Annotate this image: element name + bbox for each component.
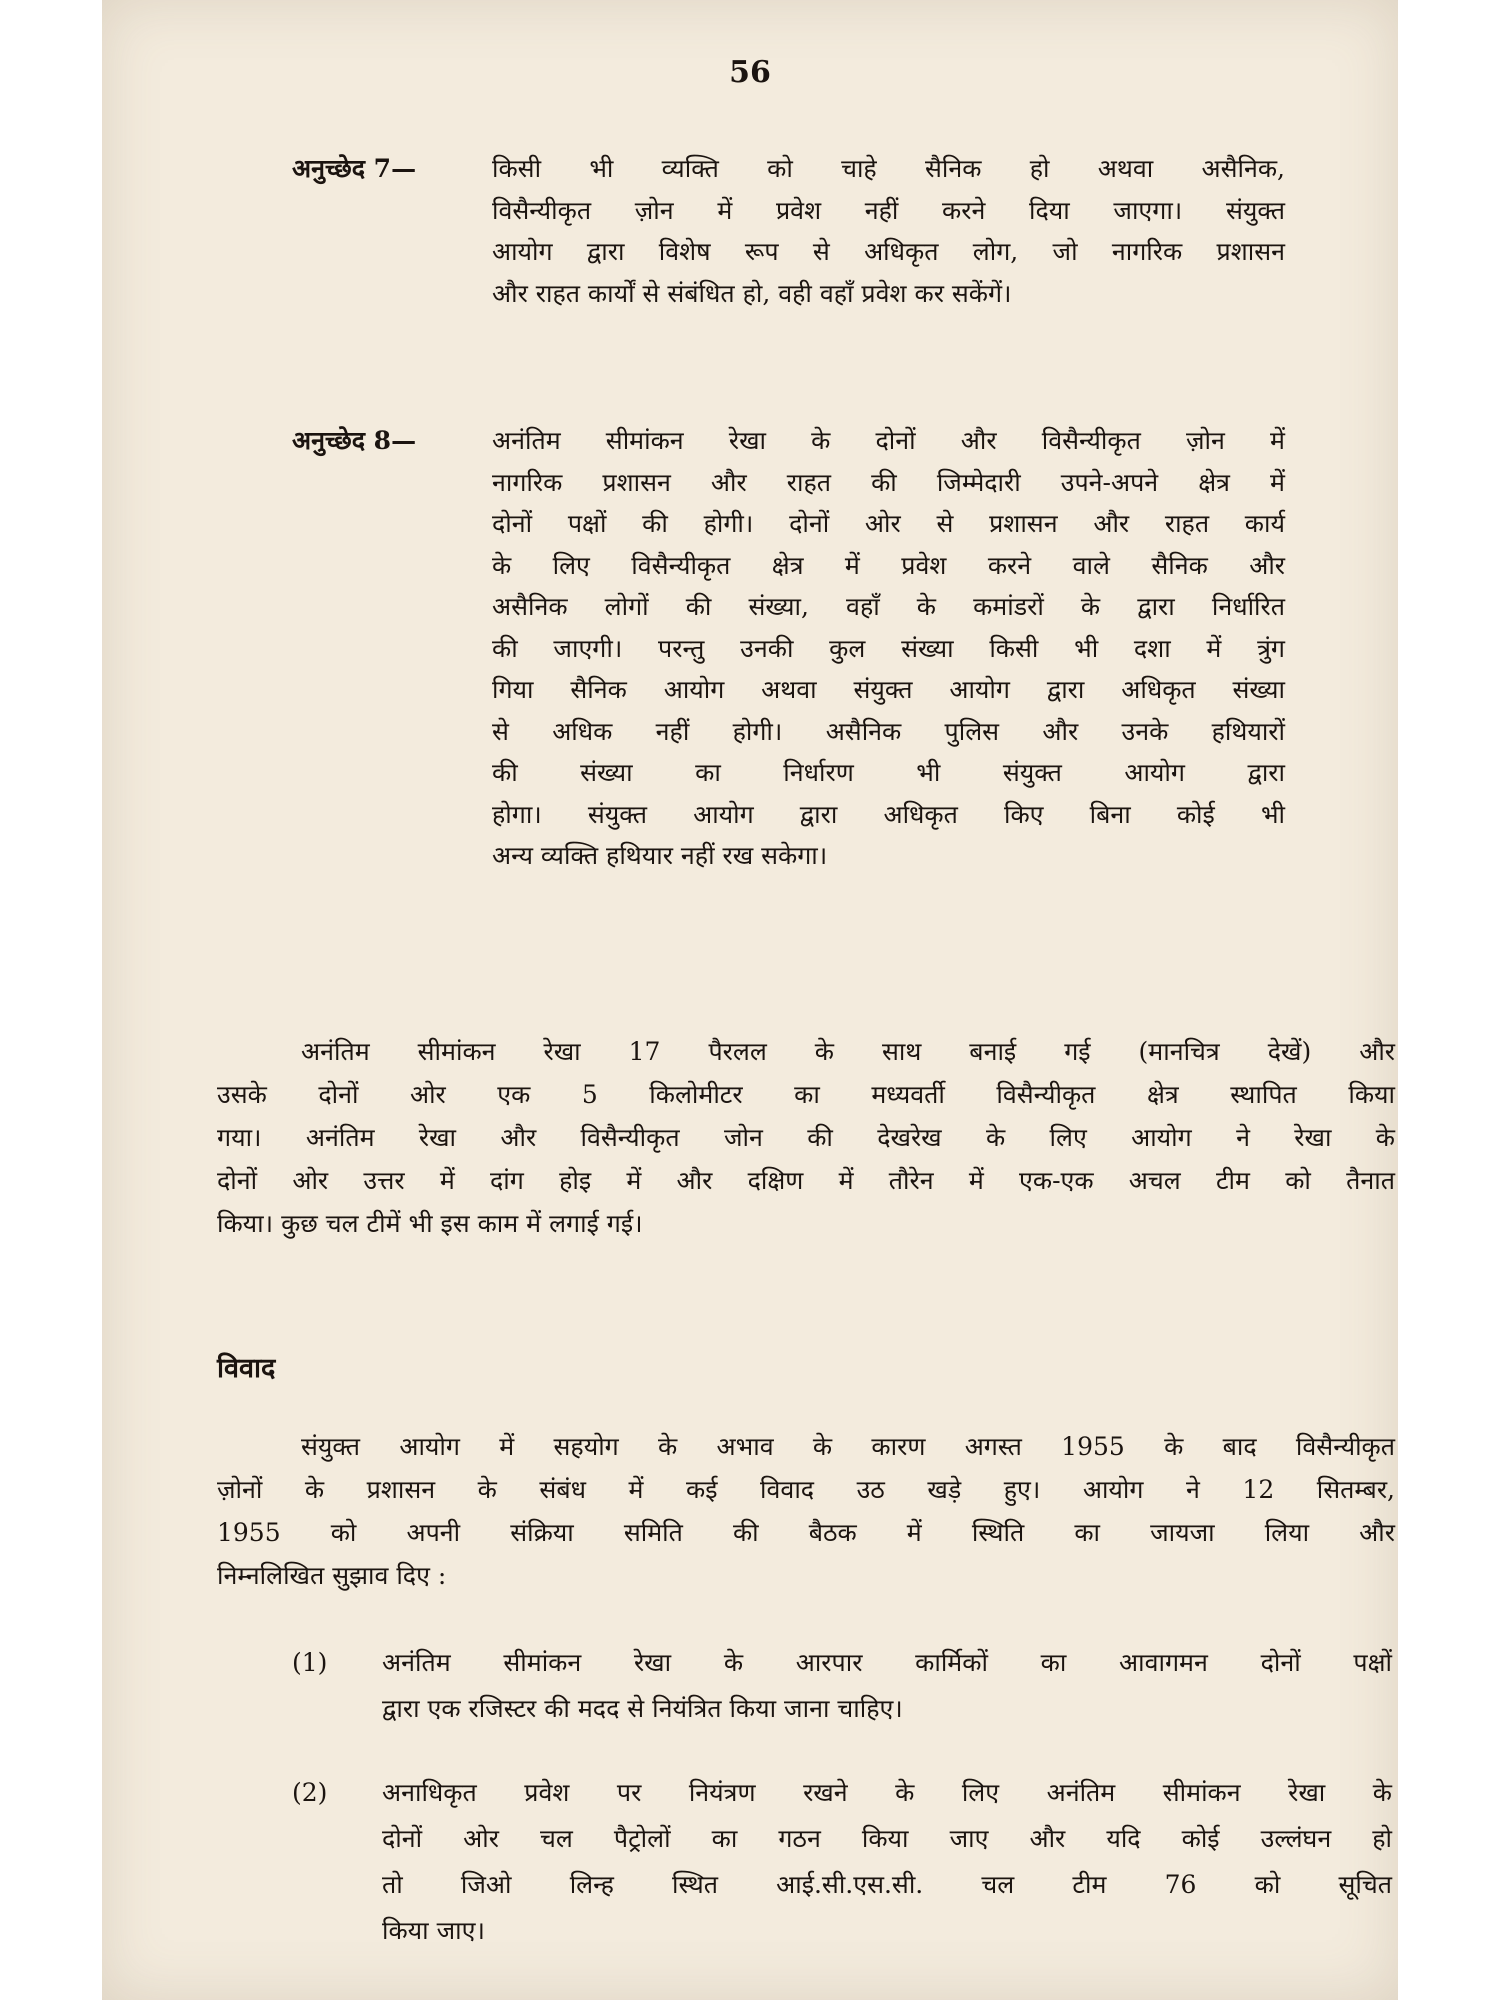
text-line: नागरिक प्रशासन और राहत की जिम्मेदारी उपने-अपने क्षेत्र में [492,467,1285,497]
text-line: संयुक्त आयोग में सहयोग के अभाव के कारण अगस्त 1955 के बाद विसैन्यीकृत [301,1432,1395,1461]
text-line: दोनों ओर उत्तर में दांग होइ में और दक्षिण में तौरेन में एक-एक अचल टीम को तैनात [217,1166,1395,1195]
text-line: विसैन्यीकृत ज़ोन में प्रवेश नहीं करने दिया जाएगा। संयुक्त [492,195,1285,225]
text-line: दोनों पक्षों की होगी। दोनों ओर से प्रशासन और राहत कार्य [492,509,1285,538]
article-label: अनुच्छेद 8— [292,426,417,455]
list-number: (2) [292,1778,328,1807]
text-line: द्वारा एक रजिस्टर की मदद से नियंत्रित किया जाना चाहिए। [382,1694,903,1723]
text-line: और राहत कार्यों से संबंधित हो, वही वहाँ प्रवेश कर सकेंगें। [492,278,1012,308]
article-body [492,148,1285,314]
text-line: निम्नलिखित सुझाव दिए : [217,1561,447,1590]
list-text [382,1770,1392,1954]
text-line: अनाधिकृत प्रवेश पर नियंत्रण रखने के लिए अनंतिम सीमांकन रेखा के [382,1778,1392,1807]
book-page [102,0,1398,2000]
section-heading: विवाद [217,1353,276,1384]
article-label: अनुच्छेद 7— [292,154,417,183]
text-line: अनंतिम सीमांकन रेखा 17 पैरलल के साथ बनाई गई (मानचित्र देखें) और [301,1037,1395,1066]
text-line: 1955 को अपनी संक्रिया समिति की बैठक में स्थिति का जायजा लिया और [217,1518,1395,1547]
article-body [492,420,1285,877]
text-line: की जाएगी। परन्तु उनकी कुल संख्या किसी भी दशा में त्रुंग [492,633,1285,663]
paragraph-disputes [217,1425,1395,1597]
paragraph-demarcation [217,1030,1395,1245]
text-line: किया। कुछ चल टीमें भी इस काम में लगाई गई। [217,1209,643,1238]
page-number: 56 [729,55,771,90]
text-line: उसके दोनों ओर एक 5 किलोमीटर का मध्यवर्ती विसैन्यीकृत क्षेत्र स्थापित किया [217,1080,1395,1109]
text-line: अन्य व्यक्ति हथियार नहीं रख सकेगा। [492,841,828,870]
text-line: होगा। संयुक्त आयोग द्वारा अधिकृत किए बिना कोई भी [492,799,1285,829]
text-line: से अधिक नहीं होगी। असैनिक पुलिस और उनके हथियारों [492,716,1285,746]
list-text [382,1640,1392,1732]
text-line: अनंतिम सीमांकन रेखा के आरपार कार्मिकों का आवागमन दोनों पक्षों [382,1648,1392,1677]
text-line: की संख्या का निर्धारण भी संयुक्त आयोग द्वारा [492,758,1285,787]
text-line: दोनों ओर चल पैट्रोलों का गठन किया जाए और यदि कोई उल्लंघन हो [382,1824,1392,1853]
text-line: किसी भी व्यक्ति को चाहे सैनिक हो अथवा असैनिक, [492,154,1285,183]
text-line: आयोग द्वारा विशेष रूप से अधिकृत लोग, जो नागरिक प्रशासन [492,237,1285,266]
list-number: (1) [292,1648,328,1677]
text-line: ज़ोनों के प्रशासन के संबंध में कई विवाद उठ खड़े हुए। आयोग ने 12 सितम्बर, [217,1475,1395,1504]
text-line: असैनिक लोगों की संख्या, वहाँ के कमांडरों के द्वारा निर्धारित [492,592,1285,621]
text-line: किया जाए। [382,1916,485,1945]
text-line: गिया सैनिक आयोग अथवा संयुक्त आयोग द्वारा अधिकृत संख्या [492,675,1285,704]
text-line: अनंतिम सीमांकन रेखा के दोनों और विसैन्यीकृत ज़ोन में [492,426,1285,455]
text-line: गया। अनंतिम रेखा और विसैन्यीकृत जोन की देखरेख के लिए आयोग ने रेखा के [217,1123,1395,1152]
text-line: तो जिओ लिन्ह स्थित आई.सी.एस.सी. चल टीम 76 को सूचित [382,1870,1392,1899]
text-line: के लिए विसैन्यीकृत क्षेत्र में प्रवेश करने वाले सैनिक और [492,550,1285,580]
